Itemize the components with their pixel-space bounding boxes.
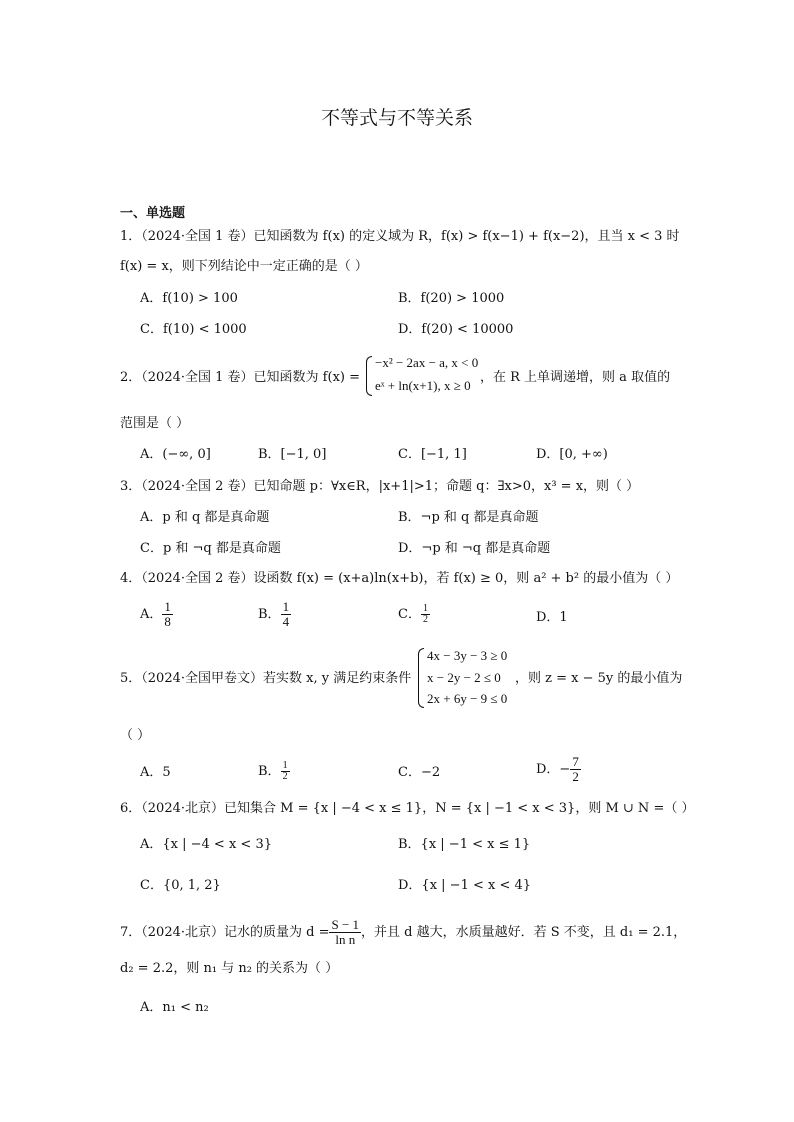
question-2-line1-pre: 2．（2024·全国 1 卷）已知函数为 f(x) =: [120, 370, 360, 385]
q4-option-b: B． $\frac{1}{4}$: [258, 599, 290, 629]
q7-option-a: A．n₁ < n₂: [140, 1000, 209, 1015]
q2-case-1: −x² − 2ax − a, x < 0: [375, 355, 479, 370]
question-5-line1-pre: 5．（2024·全国甲卷文）若实数 x, y 满足约束条件: [120, 671, 412, 686]
q6-option-d: D．{x | −1 < x < 4}: [398, 878, 532, 893]
q5-b-fraction: $\frac{1}{2}$: [282, 760, 288, 782]
q1-option-b: B．f(20) > 1000: [398, 291, 505, 306]
q2-case-2: eˣ + ln(x+1), x ≥ 0: [375, 378, 471, 393]
question-2-line2: 范围是（ ）: [120, 416, 190, 431]
question-7-line1: 7．（2024·北京）记水的质量为 d = $\frac{S - 1}{\text{ln n}}$ ，并且 d 越大，水质量越好．若 S 不变，且 d₁ = 2.1，: [120, 917, 687, 947]
q4-option-c: C． $\frac{1}{2}$: [398, 603, 428, 625]
q5-option-d: D．− $\frac{7}{2}$: [536, 754, 579, 784]
question-2-line1-post: ，在 R 上单调递增，则 a 取值的: [480, 370, 671, 385]
q3-option-c: C．p 和 ¬q 都是真命题: [140, 541, 281, 556]
q5-d-fraction: $\frac{7}{2}$: [572, 754, 579, 784]
q5-constraint-1: 4x − 3y − 3 ≥ 0: [427, 648, 508, 663]
q2-option-a: A．(−∞, 0]: [140, 447, 211, 462]
q1-option-c: C．f(10) < 1000: [140, 322, 247, 337]
q4-option-d: D．1: [536, 610, 568, 625]
q2-option-b: B．[−1, 0]: [258, 447, 327, 462]
question-5-line1-post: ，则 z = x − 5y 的最小值为: [515, 671, 683, 686]
q3-option-b: B．¬p 和 q 都是真命题: [398, 510, 539, 525]
q2-piecewise-brace: [366, 356, 372, 396]
q3-option-d: D．¬p 和 ¬q 都是真命题: [398, 541, 551, 556]
q2-option-c: C．[−1, 1]: [398, 447, 467, 462]
q2-option-d: D．[0, +∞): [536, 447, 608, 462]
q5-constraints-brace: [418, 648, 424, 708]
q5-option-a: A．5: [140, 765, 171, 780]
question-3-line1: 3．（2024·全国 2 卷）已知命题 p：∀x∈R，|x+1|>1；命题 q：∃x>0，x³ = x，则（ ）: [120, 479, 640, 494]
question-5-line2: （ ）: [120, 728, 151, 743]
q4-option-a: A． $\frac{1}{8}$: [140, 599, 171, 629]
q4-b-fraction: $\frac{1}{4}$: [282, 599, 290, 629]
q6-option-b: B．{x | −1 < x ≤ 1}: [398, 837, 531, 852]
question-6-line1: 6．（2024·北京）已知集合 M = {x | −4 < x ≤ 1}，N = {x | −1 < x < 3}，则 M ∪ N =（ ）: [120, 801, 695, 816]
q5-option-b: B． $\frac{1}{2}$: [258, 760, 288, 782]
question-7-line2: d₂ = 2.2，则 n₁ 与 n₂ 的关系为（ ）: [120, 961, 339, 976]
q1-option-d: D．f(20) < 10000: [398, 322, 514, 337]
q6-option-c: C．{0, 1, 2}: [140, 878, 221, 893]
q3-option-a: A．p 和 q 都是真命题: [140, 510, 270, 525]
q1-option-a: A．f(10) > 100: [140, 291, 238, 306]
question-4-line1: 4．（2024·全国 2 卷）设函数 f(x) = (x+a)ln(x+b)，若 f(x) ≥ 0，则 a² + b² 的最小值为（ ）: [120, 571, 679, 586]
q4-c-fraction: $\frac{1}{2}$: [422, 603, 428, 625]
section-heading: 一、单选题: [120, 206, 186, 221]
question-1-line2: f(x) = x，则下列结论中一定正确的是（ ）: [120, 259, 368, 274]
q5-constraint-2: x − 2y − 2 ≤ 0: [427, 670, 501, 685]
q4-a-fraction: $\frac{1}{8}$: [164, 599, 171, 629]
q5-option-c: C．−2: [398, 765, 441, 780]
page-title: 不等式与不等关系: [320, 107, 473, 129]
q7-fraction: $\frac{S - 1}{\text{ln n}}$: [331, 917, 360, 947]
q6-option-a: A．{x | −4 < x < 3}: [140, 837, 272, 852]
question-1-line1: 1．（2024·全国 1 卷）已知函数为 f(x) 的定义域为 R，f(x) > f(x−1) + f(x−2)，且当 x < 3 时: [120, 229, 680, 244]
q5-constraint-3: 2x + 6y − 9 ≤ 0: [427, 691, 508, 706]
